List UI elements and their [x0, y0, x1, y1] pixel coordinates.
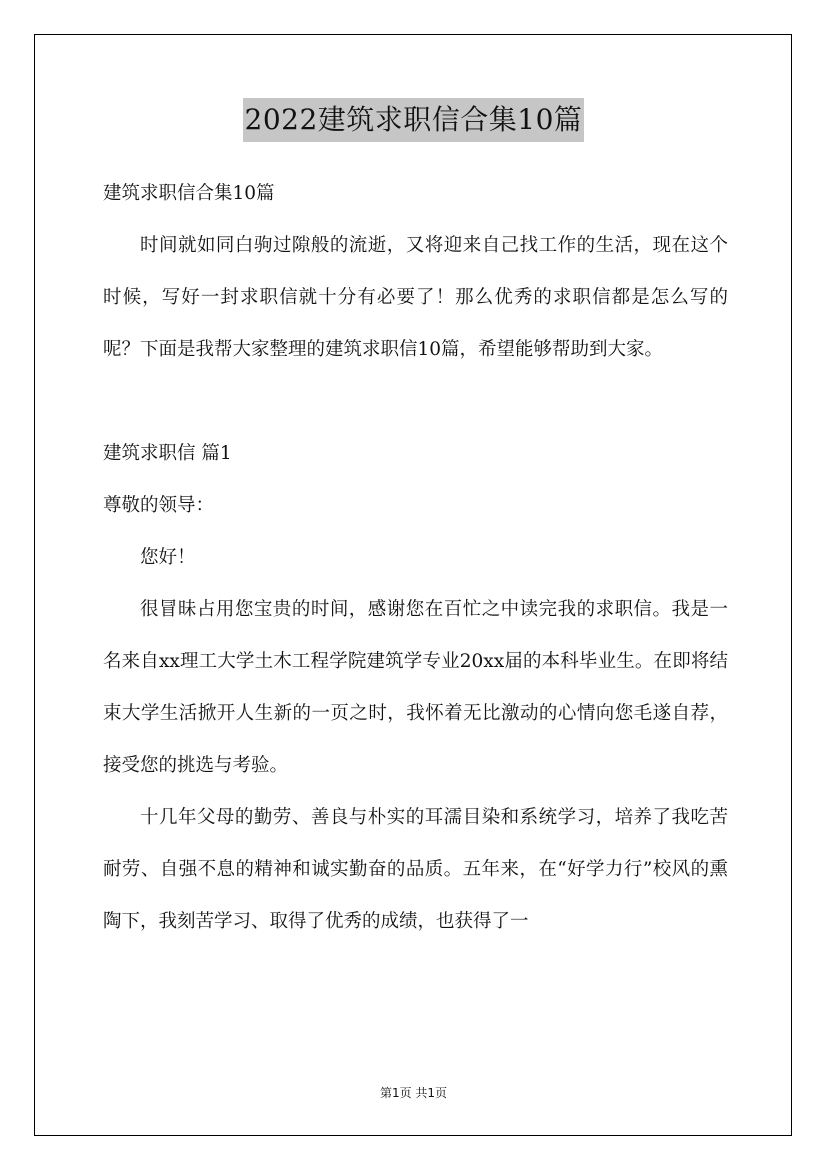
section-heading: 建筑求职信 篇1 — [103, 443, 232, 464]
paragraph-spacer — [103, 376, 728, 428]
body-paragraph-2: 十几年父母的勤劳、善良与朴实的耳濡目染和系统学习，培养了我吃苦耐劳、自强不息的精神和诚实勤奋的品质。五年来，在“好学力行”校风的熏陶下，我刻苦学习、取得了优秀的成绩，也获得了一 — [103, 807, 728, 932]
salutation: 尊敬的领导： — [103, 495, 215, 516]
intro-paragraph: 时间就如同白驹过隙般的流逝，又将迎来自己找工作的生活，现在这个时候，写好一封求职信就十分有必要了！那么优秀的求职信都是怎么写的呢？下面是我帮大家整理的建筑求职信10篇，希望能够帮助到大家。 — [103, 235, 728, 360]
document-body — [103, 168, 728, 948]
document-subtitle: 建筑求职信合集10篇 — [103, 183, 275, 204]
document-title: 2022建筑求职信合集10篇 — [243, 98, 585, 142]
title-wrap — [0, 98, 827, 142]
greeting: 您好！ — [140, 547, 196, 568]
page-footer — [0, 1084, 827, 1102]
body-paragraph-1: 很冒昧占用您宝贵的时间，感谢您在百忙之中读完我的求职信。我是一名来自xx理工大学土木工程学院建筑学专业20xx届的本科毕业生。在即将结束大学生活掀开人生新的一页之时，我怀着无比激动的心情向您毛遂自荐，接受您的挑选与考验。 — [103, 599, 728, 776]
page-number: 第1页 共1页 — [379, 1086, 448, 1100]
